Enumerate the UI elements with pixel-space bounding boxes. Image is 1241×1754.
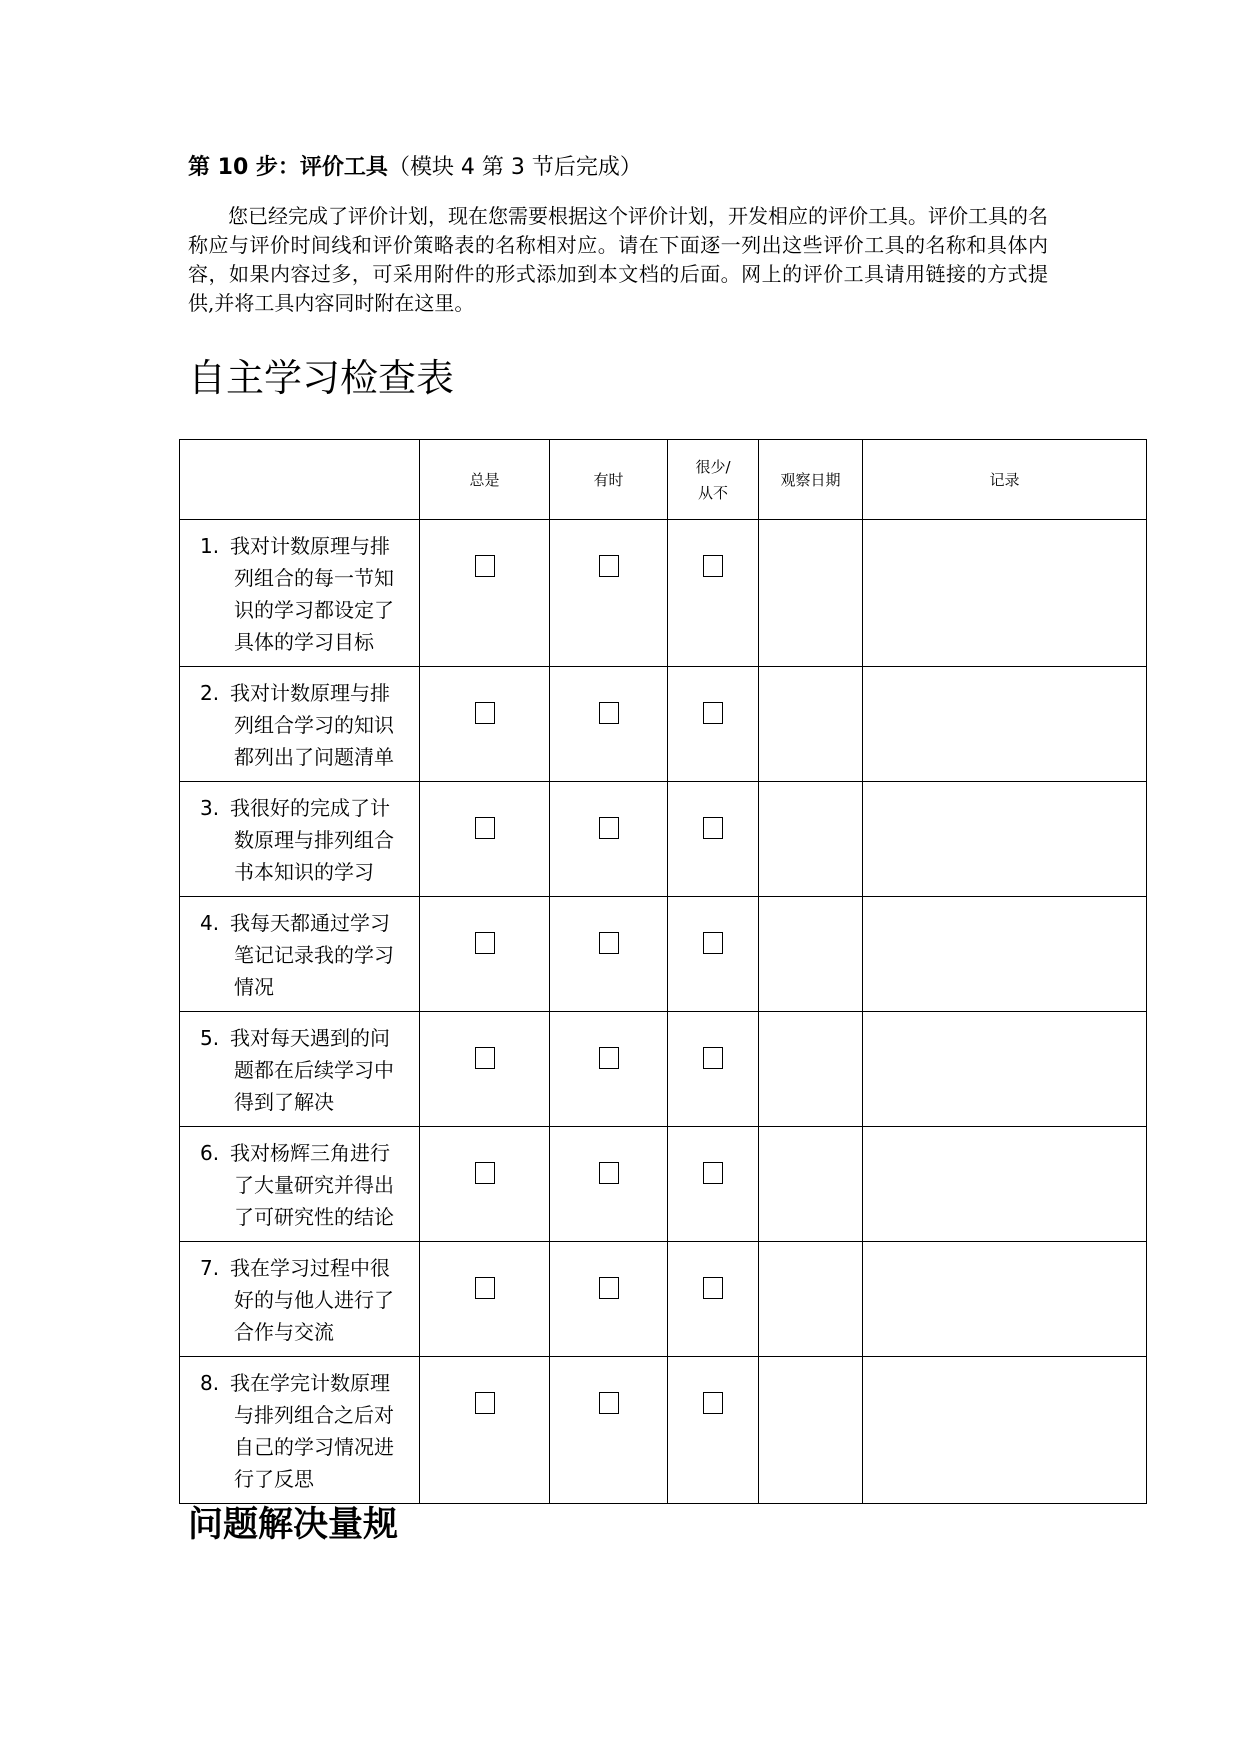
header-observation-date: 观察日期 xyxy=(759,440,863,520)
checkbox-rarely[interactable] xyxy=(703,932,723,954)
checkbox-rarely[interactable] xyxy=(703,1162,723,1184)
item-cell xyxy=(180,1127,420,1242)
checkbox-sometimes[interactable] xyxy=(599,817,619,839)
observation-date-cell[interactable] xyxy=(759,520,863,667)
checkbox-rarely[interactable] xyxy=(703,1392,723,1414)
item-text: 我在学完计数原理与排列组合之后对自己的学习情况进行了反思 xyxy=(230,1371,394,1491)
table-header-row xyxy=(180,440,1147,520)
item-text: 我对每天遇到的问题都在后续学习中得到了解决 xyxy=(230,1026,394,1114)
intro-paragraph: 您已经完成了评价计划，现在您需要根据这个评价计划，开发相应的评价工具。评价工具的名称应与评价时间线和评价策略表的名称相对应。请在下面逐一列出这些评价工具的名称和具体内容，如果内容过多，可采用附件的形式添加到本文档的后面。网上的评价工具请用链接的方式提供,并将工具内容同时附在这里。 xyxy=(188,204,1048,315)
header-sometimes: 有时 xyxy=(550,440,668,520)
checkbox-sometimes[interactable] xyxy=(599,1392,619,1414)
item-text: 我在学习过程中很好的与他人进行了合作与交流 xyxy=(230,1256,394,1344)
checkbox-rarely[interactable] xyxy=(703,555,723,577)
record-cell[interactable] xyxy=(863,897,1147,1012)
item-cell xyxy=(180,520,420,667)
checkbox-sometimes[interactable] xyxy=(599,702,619,724)
item-number: 7. xyxy=(200,1256,220,1280)
rubric-title: 问题解决量规 xyxy=(188,1505,399,1545)
checkbox-rarely[interactable] xyxy=(703,1047,723,1069)
item-number: 6. xyxy=(200,1141,220,1165)
checkbox-rarely[interactable] xyxy=(703,1277,723,1299)
item-cell xyxy=(180,667,420,782)
checkbox-always[interactable] xyxy=(475,817,495,839)
checkbox-always[interactable] xyxy=(475,702,495,724)
observation-date-cell[interactable] xyxy=(759,1012,863,1127)
table-row xyxy=(180,782,1147,897)
table-row xyxy=(180,1012,1147,1127)
checkbox-sometimes[interactable] xyxy=(599,932,619,954)
item-text: 我每天都通过学习笔记记录我的学习情况 xyxy=(230,911,394,999)
checkbox-sometimes[interactable] xyxy=(599,1162,619,1184)
table-row xyxy=(180,1127,1147,1242)
record-cell[interactable] xyxy=(863,1127,1147,1242)
item-cell xyxy=(180,782,420,897)
item-number: 8. xyxy=(200,1371,220,1395)
item-text: 我很好的完成了计数原理与排列组合书本知识的学习 xyxy=(230,796,394,884)
checkbox-sometimes[interactable] xyxy=(599,1277,619,1299)
table-row xyxy=(180,520,1147,667)
observation-date-cell[interactable] xyxy=(759,782,863,897)
table-row xyxy=(180,667,1147,782)
self-study-checklist-table xyxy=(179,439,1147,1504)
observation-date-cell[interactable] xyxy=(759,1242,863,1357)
checkbox-always[interactable] xyxy=(475,1392,495,1414)
observation-date-cell[interactable] xyxy=(759,897,863,1012)
section-title: 自主学习检查表 xyxy=(188,356,455,400)
table-row xyxy=(180,897,1147,1012)
record-cell[interactable] xyxy=(863,1012,1147,1127)
table-row xyxy=(180,1242,1147,1357)
header-always: 总是 xyxy=(420,440,550,520)
record-cell[interactable] xyxy=(863,1242,1147,1357)
checkbox-rarely[interactable] xyxy=(703,817,723,839)
item-number: 2. xyxy=(200,681,220,705)
record-cell[interactable] xyxy=(863,520,1147,667)
checkbox-always[interactable] xyxy=(475,1162,495,1184)
checkbox-always[interactable] xyxy=(475,1277,495,1299)
checkbox-sometimes[interactable] xyxy=(599,555,619,577)
checkbox-sometimes[interactable] xyxy=(599,1047,619,1069)
observation-date-cell[interactable] xyxy=(759,1357,863,1504)
observation-date-cell[interactable] xyxy=(759,667,863,782)
record-cell[interactable] xyxy=(863,782,1147,897)
header-record: 记录 xyxy=(863,440,1147,520)
step-heading xyxy=(188,151,642,185)
checkbox-rarely[interactable] xyxy=(703,702,723,724)
item-cell xyxy=(180,1012,420,1127)
step-heading-bold: 第 10 步：评价工具 xyxy=(188,155,388,180)
table-row xyxy=(180,1357,1147,1504)
item-cell xyxy=(180,1242,420,1357)
record-cell[interactable] xyxy=(863,1357,1147,1504)
checkbox-always[interactable] xyxy=(475,555,495,577)
record-cell[interactable] xyxy=(863,667,1147,782)
item-number: 3. xyxy=(200,796,220,820)
item-cell xyxy=(180,897,420,1012)
header-rarely-line2: 从不 xyxy=(697,483,728,502)
item-number: 1. xyxy=(200,534,220,558)
checkbox-always[interactable] xyxy=(475,1047,495,1069)
step-heading-note: （模块 4 第 3 节后完成） xyxy=(387,155,642,180)
item-number: 5. xyxy=(200,1026,220,1050)
checkbox-always[interactable] xyxy=(475,932,495,954)
item-text: 我对计数原理与排列组合学习的知识都列出了问题清单 xyxy=(230,681,394,769)
header-rarely-line1: 很少/ xyxy=(695,457,731,476)
item-number: 4. xyxy=(200,911,220,935)
item-cell xyxy=(180,1357,420,1504)
header-rarely xyxy=(668,440,759,520)
header-blank xyxy=(180,440,420,520)
item-text: 我对计数原理与排列组合的每一节知识的学习都设定了具体的学习目标 xyxy=(230,534,394,654)
item-text: 我对杨辉三角进行了大量研究并得出了可研究性的结论 xyxy=(230,1141,394,1229)
observation-date-cell[interactable] xyxy=(759,1127,863,1242)
